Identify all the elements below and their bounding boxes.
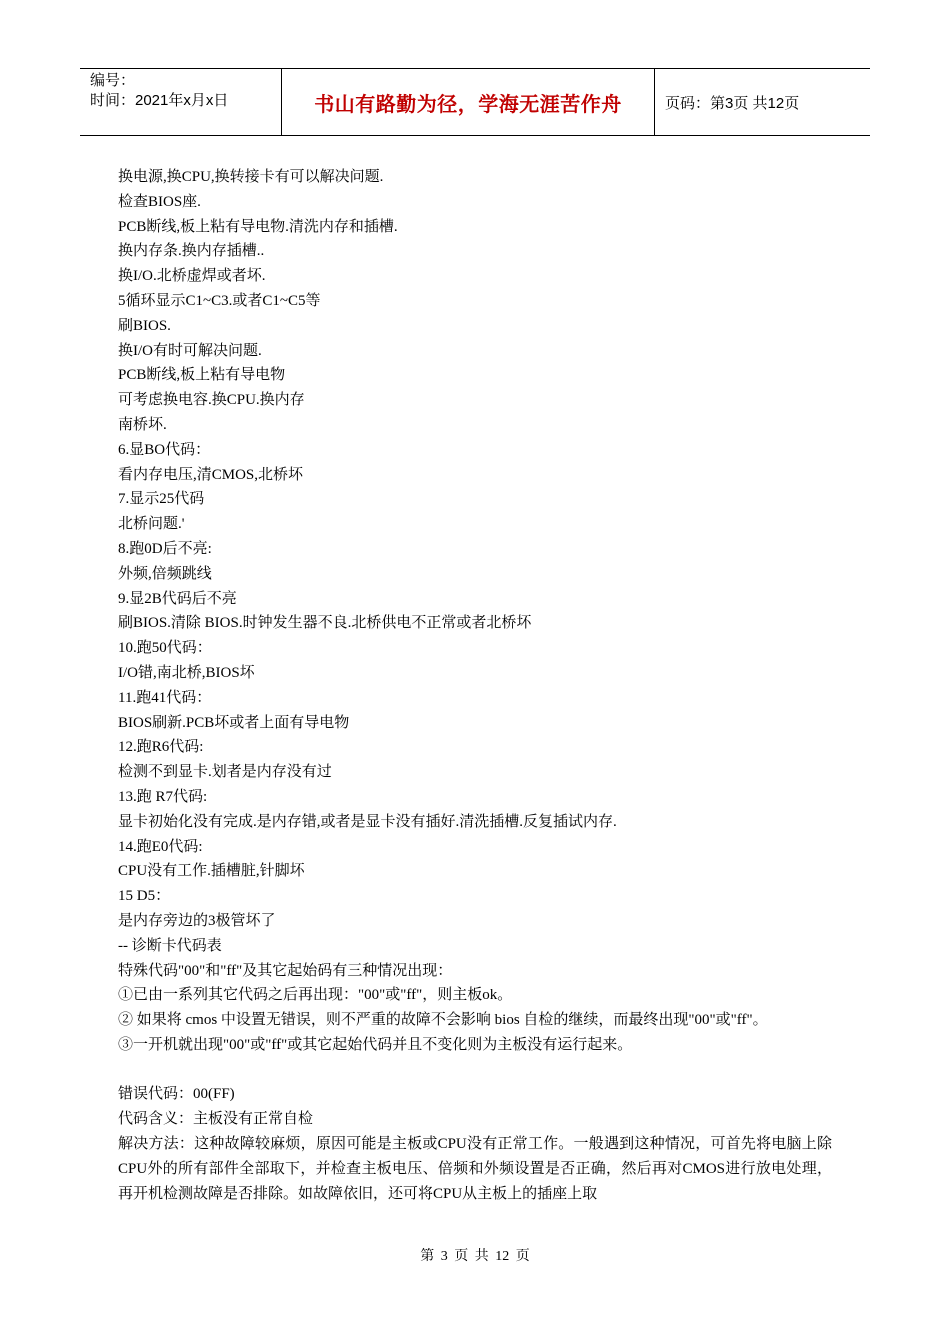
text-line: 特殊代码"00"和"ff"及其它起始码有三种情况出现： (118, 962, 453, 979)
header-motto: 书山有路勤为径，学海无涯苦作舟 (314, 91, 622, 116)
text-line: 10.跑50代码： (118, 640, 212, 657)
text-line: 检测不到显卡.划者是内存没有过 (118, 764, 332, 781)
text-line: 13.跑 R7代码: (118, 788, 208, 805)
text-line: 5循环显示C1~C3.或者C1~C5等 (118, 292, 321, 309)
text-line: 刷BIOS. (118, 317, 171, 334)
text-line: ② 如果将 cmos 中设置无错误，则不严重的故障不会影响 bios 自检的继续，而最终出现"00"或"ff"。 (118, 1012, 768, 1029)
text-line: 9.显2B代码后不亮 (118, 590, 237, 607)
text-line: 外频,倍频跳线 (118, 565, 212, 582)
text-line: 南桥坏. (118, 416, 167, 433)
page-footer: 第 3 页 共 12 页 (420, 1249, 530, 1264)
text-line: PCB断线,板上粘有导电物 (118, 367, 286, 384)
text-line: 6.显BO代码： (118, 441, 211, 458)
text-line: 代码含义：主板没有正常自检 (118, 1111, 314, 1128)
document-body (118, 165, 832, 1206)
text-line: -- 诊断卡代码表 (118, 937, 222, 954)
text-line: 换I/O.北桥虚焊或者坏. (118, 268, 266, 285)
text-line: 解决方法：这种故障较麻烦，原因可能是主板或CPU没有正常工作。一般遇到这种情况，可首先将电脑上除CPU外的所有部件全部取下，并检查主板电压、倍频和外频设置是否正确，然后再对CMOS进行放电处理，再开机检测故障是否排除。如故障依旧，还可将CPU从主板上的插座上取 (118, 1136, 832, 1202)
text-line: ③一开机就出现"00"或"ff"或其它起始代码并且不变化则为主板没有运行起来。 (118, 1036, 633, 1053)
text-line: 8.跑0D后不亮: (118, 540, 212, 557)
text-line: 刷BIOS.清除 BIOS.时钟发生器不良.北桥供电不正常或者北桥坏 (118, 615, 532, 632)
header-page-cell (655, 69, 870, 135)
text-line: 换内存条.换内存插槽.. (118, 243, 265, 260)
text-line: CPU没有工作.插槽脏,针脚坏 (118, 863, 305, 880)
text-line: 错误代码：00(FF) (118, 1086, 235, 1103)
text-line: 15 D5： (118, 888, 171, 905)
text-line: 是内存旁边的3极管坏了 (118, 912, 276, 929)
text-line: ①已由一系列其它代码之后再出现："00"或"ff"，则主板ok。 (118, 987, 513, 1004)
paragraph-block-b (118, 1082, 832, 1206)
text-line: 换电源,换CPU,换转接卡有可以解决问题. (118, 169, 384, 185)
text-line: BIOS刷新.PCB坏或者上面有导电物 (118, 714, 350, 731)
text-line: 12.跑R6代码: (118, 739, 204, 756)
header-motto-cell (282, 69, 655, 135)
text-line: 11.跑41代码： (118, 689, 212, 706)
text-line: 显卡初始化没有完成.是内存错,或者是显卡没有插好.清洗插槽.反复插试内存. (118, 813, 617, 830)
paragraph-block-a (118, 165, 832, 1058)
text-line: 14.跑E0代码: (118, 838, 203, 855)
text-line: 检查BIOS座. (118, 193, 201, 210)
header-page-label: 页码：第3页 共12页 (665, 94, 800, 112)
time-label: 时间：2021年x月x日 (90, 92, 229, 109)
blank-line (118, 1058, 832, 1083)
serial-label: 编号： (90, 72, 136, 89)
text-line: 北桥问题.' (118, 516, 185, 533)
text-line: PCB断线,板上粘有导电物.清洗内存和插槽. (118, 218, 398, 235)
text-line: 换I/O有时可解决问题. (118, 342, 262, 359)
page-header (80, 68, 870, 136)
header-meta (80, 69, 282, 135)
text-line: 看内存电压,清CMOS,北桥坏 (118, 466, 304, 483)
text-line: I/O错,南北桥,BIOS坏 (118, 664, 255, 681)
text-line: 7.显示25代码 (118, 491, 205, 508)
text-line: 可考虑换电容.换CPU.换内存 (118, 392, 305, 409)
